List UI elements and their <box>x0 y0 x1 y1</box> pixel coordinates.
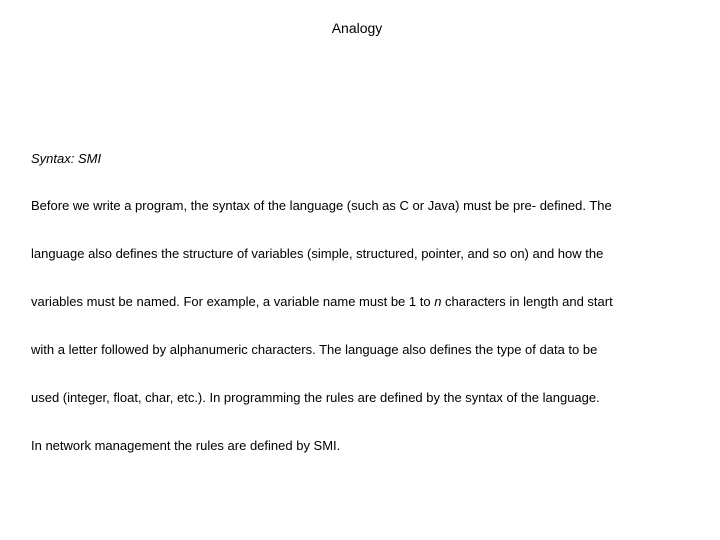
paragraph-line-2: language also defines the structure of variables (simple, structured, pointer, and so on) and how the <box>31 246 604 261</box>
paragraph-line-3-part-2: characters in length and start <box>441 294 613 309</box>
paragraph-line-6: In network management the rules are defined by SMI. <box>31 438 341 453</box>
paragraph-line-1: Before we write a program, the syntax of the language (such as C or Java) must be pre- defined. The <box>31 198 612 213</box>
paragraph-line-3-part-1: variables must be named. For example, a variable name must be 1 to <box>31 294 435 309</box>
paragraph-line-4: with a letter followed by alphanumeric characters. The language also defines the type of data to be <box>31 342 598 357</box>
paragraph-line-5: used (integer, float, char, etc.). In programming the rules are defined by the syntax of the language. <box>31 390 600 405</box>
variable-n: n <box>434 294 442 309</box>
paragraph-line-3 <box>31 293 686 311</box>
slide-title: Analogy <box>331 20 383 36</box>
section-heading: Syntax: SMI <box>31 151 102 166</box>
